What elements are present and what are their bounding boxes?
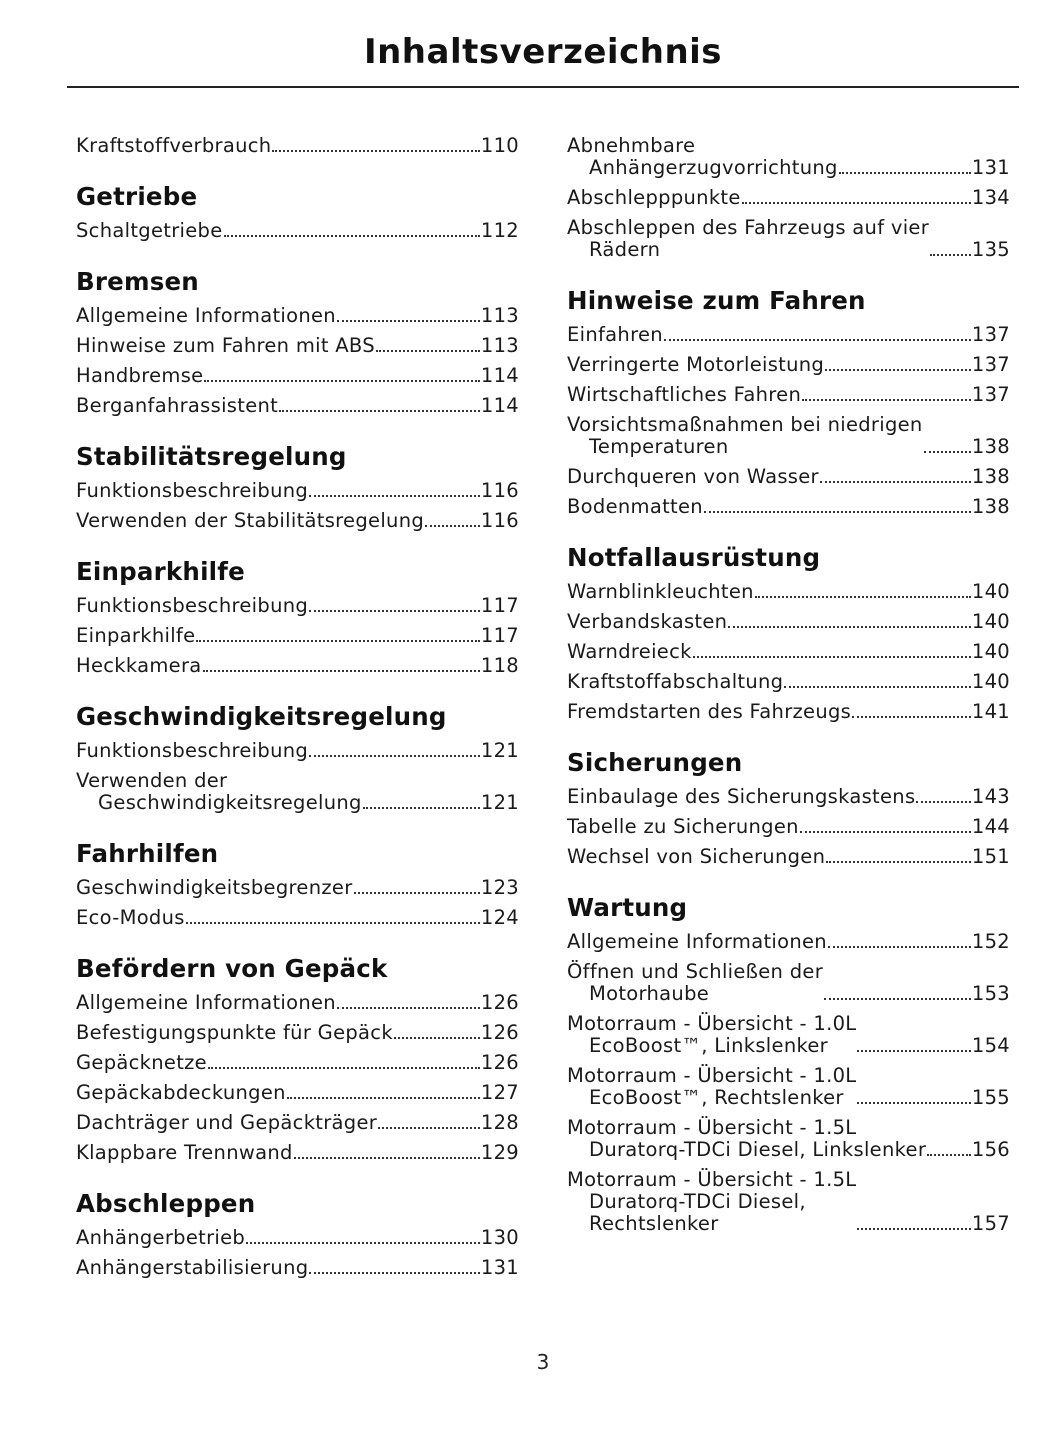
dot-leader bbox=[825, 369, 971, 371]
entry-title bbox=[76, 135, 271, 157]
entry-title bbox=[567, 496, 703, 518]
entry-page-number: 134 bbox=[971, 186, 1010, 209]
dot-leader bbox=[309, 495, 480, 497]
toc-entry[interactable] bbox=[76, 1108, 519, 1138]
dot-leader bbox=[742, 202, 971, 204]
entry-title bbox=[76, 907, 185, 929]
dot-leader bbox=[857, 1050, 970, 1052]
toc-entry[interactable] bbox=[567, 1061, 1010, 1113]
entry-title-line: Gepäckabdeckungen bbox=[76, 1081, 286, 1104]
toc-entry[interactable] bbox=[567, 637, 1010, 667]
entry-page-number: 137 bbox=[971, 383, 1010, 406]
toc-entry[interactable] bbox=[76, 216, 519, 246]
dot-leader bbox=[203, 670, 480, 672]
toc-entry[interactable] bbox=[567, 842, 1010, 872]
toc-section-geschwindigkeitsregelung bbox=[76, 702, 519, 818]
toc-entry[interactable] bbox=[76, 903, 519, 933]
entry-title bbox=[567, 187, 741, 209]
section-heading: Einparkhilfe bbox=[76, 557, 245, 586]
dot-leader bbox=[852, 716, 971, 718]
entry-title-line: Schaltgetriebe bbox=[76, 219, 223, 242]
entry-page-number: 140 bbox=[971, 670, 1010, 693]
section-heading: Getriebe bbox=[76, 182, 198, 211]
entry-title bbox=[567, 701, 851, 723]
dot-leader bbox=[279, 410, 480, 412]
entry-page-number: 116 bbox=[480, 509, 519, 532]
entry-title-line: Kraftstoffverbrauch bbox=[76, 134, 272, 157]
toc-entry[interactable] bbox=[76, 1138, 519, 1168]
entry-title bbox=[76, 625, 195, 647]
toc-left-column bbox=[76, 131, 519, 1283]
entry-title-line: Abschlepppunkte bbox=[567, 186, 741, 209]
dot-leader bbox=[755, 596, 971, 598]
entry-page-number: 155 bbox=[971, 1086, 1010, 1109]
entry-page-number: 152 bbox=[971, 930, 1010, 953]
entry-title-line: Berganfahrassistent bbox=[76, 394, 279, 417]
section-heading: Abschleppen bbox=[76, 1189, 256, 1218]
toc-entry[interactable] bbox=[567, 213, 1010, 265]
toc-section bbox=[567, 131, 1010, 265]
entry-title-line: Heckkamera bbox=[76, 654, 202, 677]
entry-title-line: Geschwindigkeitsregelung bbox=[98, 791, 362, 814]
entry-page-number: 126 bbox=[480, 1051, 519, 1074]
toc-entry[interactable] bbox=[567, 350, 1010, 380]
section-heading: Notfallausrüstung bbox=[567, 543, 821, 572]
entry-title bbox=[76, 1142, 293, 1164]
entry-page-number: 117 bbox=[480, 624, 519, 647]
toc-entry[interactable] bbox=[76, 736, 519, 766]
entry-title bbox=[76, 1022, 393, 1044]
entry-title-line: Rechtslenker bbox=[589, 1212, 719, 1235]
entry-title-line: Verbandskasten bbox=[567, 610, 728, 633]
dot-leader bbox=[309, 610, 480, 612]
entry-page-number: 135 bbox=[971, 238, 1010, 261]
entry-title-line: Einbaulage des Sicherungskastens bbox=[567, 785, 916, 808]
dot-leader bbox=[839, 172, 971, 174]
section-heading: Geschwindigkeitsregelung bbox=[76, 702, 447, 731]
toc-entry[interactable] bbox=[567, 1009, 1010, 1061]
entry-title-line: Motorraum - Übersicht - 1.0L bbox=[567, 1064, 857, 1087]
entry-page-number: 143 bbox=[971, 785, 1010, 808]
dot-leader bbox=[826, 861, 971, 863]
toc-entry[interactable] bbox=[567, 320, 1010, 350]
section-heading: Wartung bbox=[567, 893, 688, 922]
entry-title-line: Kraftstoffabschaltung bbox=[567, 670, 784, 693]
entry-title-line: Eco-Modus bbox=[76, 906, 185, 929]
entry-page-number: 151 bbox=[971, 845, 1010, 868]
dot-leader bbox=[354, 892, 480, 894]
entry-page-number: 121 bbox=[480, 739, 519, 762]
entry-page-number: 157 bbox=[971, 1212, 1010, 1235]
entry-title bbox=[76, 655, 202, 677]
entry-title bbox=[567, 217, 929, 261]
entry-page-number: 118 bbox=[480, 654, 519, 677]
toc-entry[interactable] bbox=[567, 410, 1010, 462]
entry-page-number: 140 bbox=[971, 580, 1010, 603]
dot-leader bbox=[784, 686, 971, 688]
entry-page-number: 113 bbox=[480, 334, 519, 357]
dot-leader bbox=[224, 235, 480, 237]
toc-section-fahrhilfen bbox=[76, 839, 519, 933]
entry-title-line: Durchqueren von Wasser bbox=[567, 465, 819, 488]
dot-leader bbox=[824, 998, 971, 1000]
entry-page-number: 116 bbox=[480, 479, 519, 502]
entry-title bbox=[567, 641, 692, 663]
entry-title-line: Warnblinkleuchten bbox=[567, 580, 754, 603]
section-heading: Fahrhilfen bbox=[76, 839, 219, 868]
entry-title-line: Bodenmatten bbox=[567, 495, 703, 518]
entry-page-number: 114 bbox=[480, 394, 519, 417]
toc-section-einparkhilfe bbox=[76, 557, 519, 681]
entry-title-line: Allgemeine Informationen bbox=[76, 304, 336, 327]
entry-title-line: EcoBoost™, Linkslenker bbox=[589, 1034, 828, 1057]
entry-title bbox=[76, 1052, 207, 1074]
entry-title bbox=[76, 480, 308, 502]
toc-entry[interactable] bbox=[76, 301, 519, 331]
toc-entry[interactable] bbox=[76, 1253, 519, 1283]
toc-entry[interactable] bbox=[76, 1018, 519, 1048]
entry-page-number: 140 bbox=[971, 610, 1010, 633]
toc-entry[interactable] bbox=[567, 782, 1010, 812]
entry-title-line: Allgemeine Informationen bbox=[76, 991, 336, 1014]
entry-title-line: Funktionsbeschreibung bbox=[76, 594, 309, 617]
entry-title bbox=[76, 365, 203, 387]
entry-title bbox=[567, 466, 819, 488]
entry-title bbox=[567, 1169, 856, 1235]
entry-title-line: Anhängerzugvorrichtung bbox=[589, 156, 838, 179]
dot-leader bbox=[924, 451, 971, 453]
entry-page-number: 141 bbox=[971, 700, 1010, 723]
entry-page-number: 131 bbox=[480, 1256, 519, 1279]
entry-title-line: Anhängerbetrieb bbox=[76, 1226, 246, 1249]
entry-title-line: EcoBoost™, Rechtslenker bbox=[589, 1086, 844, 1109]
entry-page-number: 112 bbox=[480, 219, 519, 242]
title-divider bbox=[67, 86, 1019, 88]
entry-title-line: Einparkhilfe bbox=[76, 624, 196, 647]
dot-leader bbox=[294, 1157, 480, 1159]
entry-title-line: Wechsel von Sicherungen bbox=[567, 845, 826, 868]
entry-page-number: 121 bbox=[480, 791, 519, 814]
entry-title bbox=[76, 740, 308, 762]
dot-leader bbox=[820, 481, 971, 483]
entry-title-line: Temperaturen bbox=[589, 435, 729, 458]
entry-title bbox=[567, 1013, 856, 1057]
entry-title-line: Öffnen und Schließen der bbox=[567, 960, 824, 983]
toc-entry[interactable] bbox=[76, 766, 519, 818]
dot-leader bbox=[394, 1037, 480, 1039]
entry-page-number: 128 bbox=[480, 1111, 519, 1134]
dot-leader bbox=[309, 1272, 479, 1274]
toc-entry[interactable] bbox=[76, 476, 519, 506]
dot-leader bbox=[186, 922, 480, 924]
entry-page-number: 110 bbox=[480, 134, 519, 157]
entry-page-number: 137 bbox=[971, 323, 1010, 346]
entry-title bbox=[567, 354, 824, 376]
entry-title bbox=[76, 305, 336, 327]
toc-section bbox=[76, 131, 519, 161]
dot-leader bbox=[927, 1154, 971, 1156]
dot-leader bbox=[363, 807, 480, 809]
toc-entry[interactable] bbox=[76, 988, 519, 1018]
toc-entry[interactable] bbox=[567, 927, 1010, 957]
page-title: Inhaltsverzeichnis bbox=[363, 32, 723, 72]
entry-title-line: Anhängerstabilisierung bbox=[76, 1256, 309, 1279]
dot-leader bbox=[196, 640, 479, 642]
entry-title-line: Handbremse bbox=[76, 364, 204, 387]
entry-title-line: Verwenden der Stabilitätsregelung bbox=[76, 509, 425, 532]
entry-page-number: 126 bbox=[480, 991, 519, 1014]
entry-title bbox=[76, 1257, 308, 1279]
toc-entry[interactable] bbox=[76, 1048, 519, 1078]
section-heading: Hinweise zum Fahren bbox=[567, 286, 866, 315]
entry-title-line: Motorraum - Übersicht - 1.5L bbox=[567, 1116, 857, 1139]
toc-section-getriebe bbox=[76, 182, 519, 246]
entry-title-line: Dachträger und Gepäckträger bbox=[76, 1111, 378, 1134]
dot-leader bbox=[802, 399, 971, 401]
entry-page-number: 138 bbox=[971, 435, 1010, 458]
entry-title-line: Tabelle zu Sicherungen bbox=[567, 815, 799, 838]
toc-entry[interactable] bbox=[567, 462, 1010, 492]
entry-page-number: 123 bbox=[480, 876, 519, 899]
toc-entry[interactable] bbox=[567, 131, 1010, 183]
toc-entry[interactable] bbox=[76, 331, 519, 361]
entry-title-line: Abnehmbare bbox=[567, 134, 696, 157]
entry-page-number: 126 bbox=[480, 1021, 519, 1044]
entry-title bbox=[567, 611, 727, 633]
entry-title bbox=[567, 786, 915, 808]
toc-section-sicherungen bbox=[567, 748, 1010, 872]
entry-title-line: Einfahren bbox=[567, 323, 663, 346]
entry-title bbox=[567, 846, 825, 868]
entry-title-line: Wirtschaftliches Fahren bbox=[567, 383, 802, 406]
entry-title bbox=[567, 384, 801, 406]
page-number: 3 bbox=[536, 1350, 550, 1374]
entry-title-line: Rädern bbox=[589, 238, 661, 261]
entry-page-number: 117 bbox=[480, 594, 519, 617]
toc-entry[interactable] bbox=[76, 873, 519, 903]
dot-leader bbox=[857, 1102, 970, 1104]
dot-leader bbox=[857, 1228, 970, 1230]
entry-page-number: 127 bbox=[480, 1081, 519, 1104]
entry-title-line: Vorsichtsmaßnahmen bei niedrigen bbox=[567, 413, 923, 436]
toc-entry[interactable] bbox=[567, 577, 1010, 607]
toc-entry[interactable] bbox=[76, 621, 519, 651]
toc-section-wartung bbox=[567, 893, 1010, 1239]
entry-title bbox=[567, 816, 799, 838]
dot-leader bbox=[693, 656, 971, 658]
entry-title-line: Motorhaube bbox=[589, 982, 710, 1005]
entry-title bbox=[76, 395, 278, 417]
dot-leader bbox=[728, 626, 971, 628]
entry-page-number: 137 bbox=[971, 353, 1010, 376]
entry-title bbox=[76, 220, 223, 242]
entry-page-number: 114 bbox=[480, 364, 519, 387]
entry-page-number: 138 bbox=[971, 495, 1010, 518]
toc-entry[interactable] bbox=[76, 651, 519, 681]
entry-title-line: Duratorq-TDCi Diesel, bbox=[589, 1190, 806, 1213]
entry-title-line: Funktionsbeschreibung bbox=[76, 479, 309, 502]
entry-title-line: Verwenden der bbox=[76, 769, 228, 792]
toc-entry[interactable] bbox=[76, 591, 519, 621]
dot-leader bbox=[930, 254, 971, 256]
toc-entry[interactable] bbox=[567, 183, 1010, 213]
toc-entry[interactable] bbox=[567, 697, 1010, 727]
entry-title bbox=[76, 877, 353, 899]
toc-entry[interactable] bbox=[567, 812, 1010, 842]
entry-title-line: Allgemeine Informationen bbox=[567, 930, 827, 953]
toc-entry[interactable] bbox=[567, 957, 1010, 1009]
dot-leader bbox=[425, 525, 480, 527]
toc-entry[interactable] bbox=[567, 1165, 1010, 1239]
entry-title bbox=[567, 581, 754, 603]
dot-leader bbox=[828, 946, 971, 948]
toc-entry[interactable] bbox=[567, 607, 1010, 637]
toc-entry[interactable] bbox=[76, 1078, 519, 1108]
entry-title bbox=[76, 992, 336, 1014]
dot-leader bbox=[204, 380, 479, 382]
toc-entry[interactable] bbox=[567, 492, 1010, 522]
toc-right-column bbox=[567, 131, 1010, 1239]
entry-title-line: Hinweise zum Fahren mit ABS bbox=[76, 334, 375, 357]
toc-entry[interactable] bbox=[76, 131, 519, 161]
entry-title bbox=[567, 931, 827, 953]
entry-title bbox=[567, 414, 923, 458]
entry-title-line: Klappbare Trennwand bbox=[76, 1141, 293, 1164]
dot-leader bbox=[272, 150, 479, 152]
dot-leader bbox=[916, 801, 970, 803]
toc-entry[interactable] bbox=[76, 1223, 519, 1253]
toc-section-stabilitatsregelung bbox=[76, 442, 519, 536]
dot-leader bbox=[378, 1127, 480, 1129]
toc-section-bremsen bbox=[76, 267, 519, 421]
entry-title bbox=[567, 1065, 856, 1109]
toc-section-notfallausrustung bbox=[567, 543, 1010, 727]
dot-leader bbox=[704, 511, 971, 513]
entry-title-line: Befestigungspunkte für Gepäck bbox=[76, 1021, 393, 1044]
entry-title bbox=[567, 671, 783, 693]
entry-title bbox=[567, 135, 838, 179]
entry-title bbox=[76, 1112, 377, 1134]
toc-entry[interactable] bbox=[567, 667, 1010, 697]
toc-section-abschleppen bbox=[76, 1189, 519, 1283]
entry-page-number: 113 bbox=[480, 304, 519, 327]
entry-page-number: 153 bbox=[971, 982, 1010, 1005]
section-heading: Stabilitätsregelung bbox=[76, 442, 347, 471]
section-heading: Bremsen bbox=[76, 267, 199, 296]
toc-entry[interactable] bbox=[76, 361, 519, 391]
entry-title-line: Geschwindigkeitsbegrenzer bbox=[76, 876, 353, 899]
toc-entry[interactable] bbox=[76, 506, 519, 536]
toc-entry[interactable] bbox=[567, 1113, 1010, 1165]
entry-title-line: Warndreieck bbox=[567, 640, 692, 663]
entry-page-number: 140 bbox=[971, 640, 1010, 663]
entry-title bbox=[567, 961, 823, 1005]
entry-page-number: 131 bbox=[971, 156, 1010, 179]
entry-title-line: Duratorq-TDCi Diesel, Linkslenker bbox=[589, 1138, 927, 1161]
dot-leader bbox=[337, 320, 480, 322]
entry-page-number: 156 bbox=[971, 1138, 1010, 1161]
entry-title bbox=[76, 510, 424, 532]
entry-title bbox=[76, 1227, 245, 1249]
entry-title-line: Funktionsbeschreibung bbox=[76, 739, 309, 762]
entry-page-number: 138 bbox=[971, 465, 1010, 488]
dot-leader bbox=[664, 339, 971, 341]
entry-page-number: 130 bbox=[480, 1226, 519, 1249]
entry-title-line: Abschleppen des Fahrzeugs auf vier bbox=[567, 216, 930, 239]
entry-title-line: Gepäcknetze bbox=[76, 1051, 207, 1074]
entry-title bbox=[76, 335, 375, 357]
entry-page-number: 154 bbox=[971, 1034, 1010, 1057]
section-heading: Sicherungen bbox=[567, 748, 743, 777]
dot-leader bbox=[309, 755, 480, 757]
entry-page-number: 129 bbox=[480, 1141, 519, 1164]
entry-title bbox=[76, 595, 308, 617]
dot-leader bbox=[208, 1067, 480, 1069]
toc-entry[interactable] bbox=[567, 380, 1010, 410]
toc-entry[interactable] bbox=[76, 391, 519, 421]
entry-title bbox=[76, 770, 362, 814]
entry-page-number: 144 bbox=[971, 815, 1010, 838]
dot-leader bbox=[287, 1097, 480, 1099]
entry-title-line: Motorraum - Übersicht - 1.5L bbox=[567, 1168, 857, 1191]
entry-title bbox=[567, 324, 663, 346]
entry-title bbox=[567, 1117, 926, 1161]
entry-title-line: Motorraum - Übersicht - 1.0L bbox=[567, 1012, 857, 1035]
dot-leader bbox=[800, 831, 971, 833]
dot-leader bbox=[337, 1007, 480, 1009]
toc-section-befordern-von-gepack bbox=[76, 954, 519, 1168]
section-heading: Befördern von Gepäck bbox=[76, 954, 388, 983]
entry-page-number: 124 bbox=[480, 906, 519, 929]
entry-title-line: Fremdstarten des Fahrzeugs bbox=[567, 700, 852, 723]
dot-leader bbox=[376, 350, 480, 352]
entry-title-line: Verringerte Motorleistung bbox=[567, 353, 825, 376]
entry-title bbox=[76, 1082, 286, 1104]
dot-leader bbox=[246, 1242, 480, 1244]
toc-section-hinweise-zum-fahren bbox=[567, 286, 1010, 522]
